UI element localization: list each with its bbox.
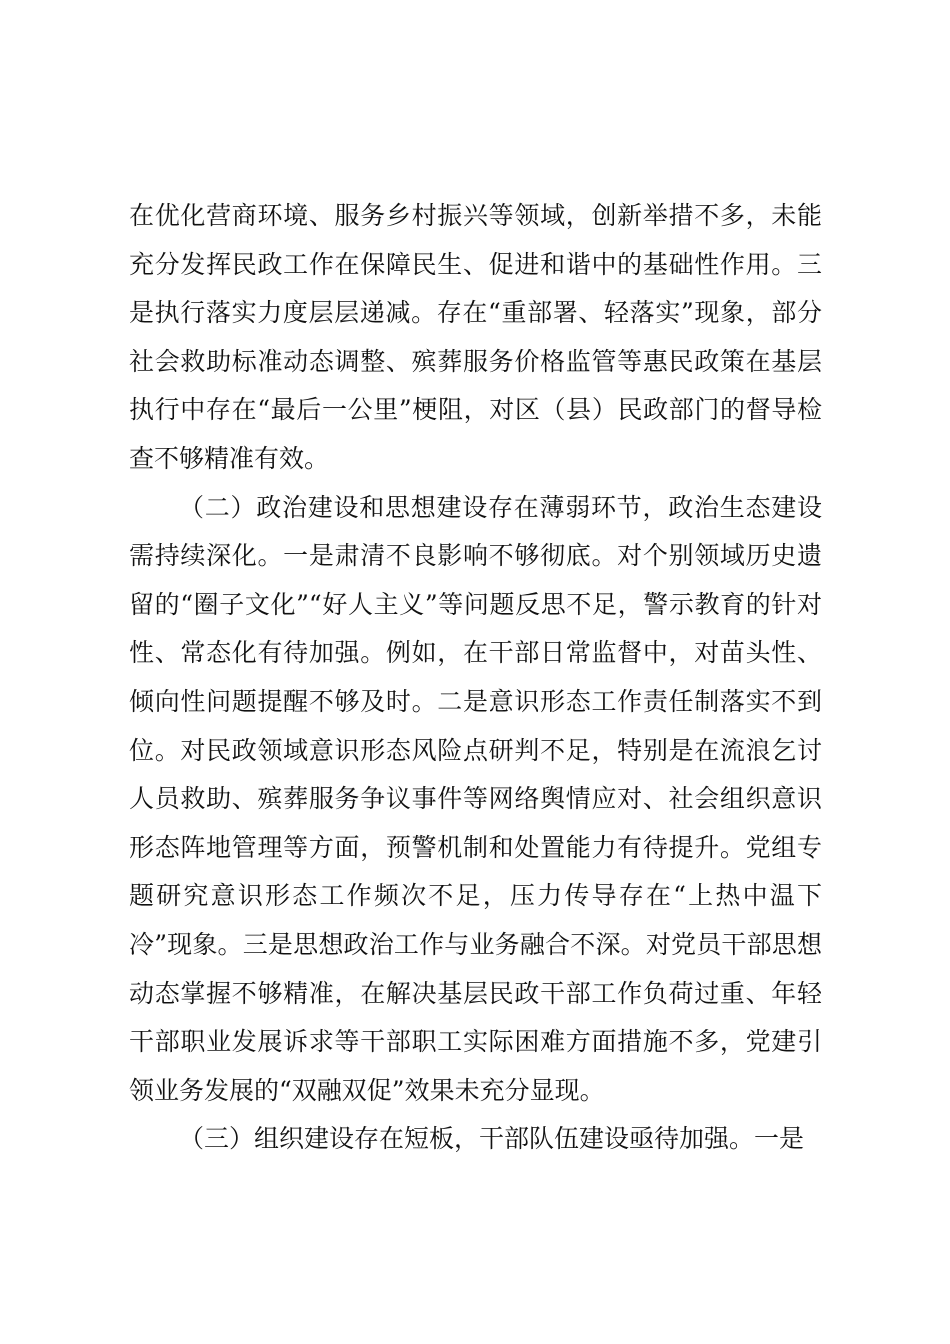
paragraph-section-three: （三）组织建设存在短板，干部队伍建设亟待加强。一是 bbox=[179, 1124, 805, 1154]
paragraph-section-two: （二）政治建设和思想建设存在薄弱环节，政治生态建设需持续深化。一是肃清不良影响不够彻底。对个别领域历史遗留的“圈子文化”“好人主义”等问题反思不足，警示教育的针对性、常态化有待加强。例如，在干部日常监督中，对苗头性、倾向性问题提醒不够及时。二是意识形态工作责任制落实不到位。对民政领域意识形态风险点研判不足，特别是在流浪乞讨人员救助、殡葬服务争议事件等网络舆情应对、社会组织意识形态阵地管理等方面，预警机制和处置能力有待提升。党组专题研究意识形态工作频次不足，压力传导存在“上热中温下冷”现象。三是思想政治工作与业务融合不深。对党员干部思想动态掌握不够精准，在解决基层民政干部工作负荷过重、年轻干部职业发展诉求等干部职工实际困难方面措施不多，党建引领业务发展的“双融双促”效果未充分显现。 bbox=[129, 492, 822, 1105]
document-body bbox=[129, 192, 822, 1164]
paragraph-continuation: 在优化营商环境、服务乡村振兴等领域，创新举措不多，未能充分发挥民政工作在保障民生、促进和谐中的基础性作用。三是执行落实力度层层递减。存在“重部署、轻落实”现象，部分社会救助标准动态调整、殡葬服务价格监管等惠民政策在基层执行中存在“最后一公里”梗阻，对区（县）民政部门的督导检查不够精准有效。 bbox=[129, 201, 822, 473]
